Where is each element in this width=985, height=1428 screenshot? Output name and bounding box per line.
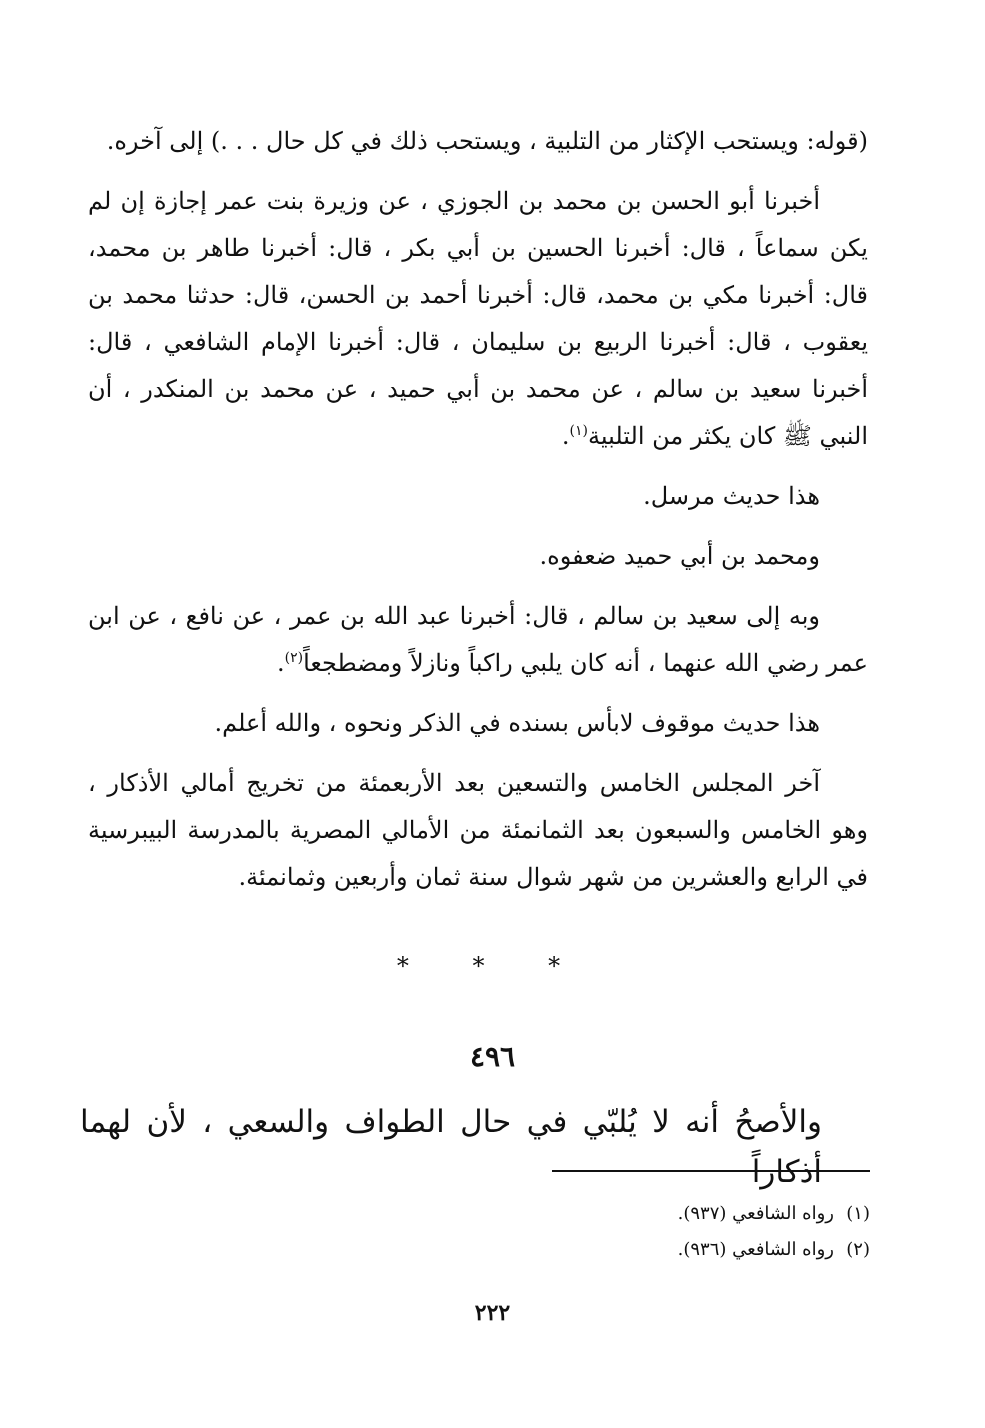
footnote-number: (١) [846,1203,870,1224]
paragraph-colophon [88,760,868,901]
section-number: ٤٩٦ [469,1040,516,1073]
paragraph-mursal [88,473,868,520]
paragraph-end: . [561,422,570,450]
footnote-1 [300,1196,870,1232]
paragraph-text: هذا حديث موقوف لابأس بسنده في الذكر ونحوه ، والله أعلم. [214,709,820,737]
paragraph-text: ومحمد بن أبي حميد ضعفوه. [539,542,820,570]
footnote-number: (٢) [846,1239,870,1260]
paragraph-end: . [276,649,285,677]
footnote-2 [300,1232,870,1268]
paragraph-intro [88,118,868,165]
footnote-marker: (٢) [284,650,304,666]
paragraph-isnad [88,178,868,460]
paragraph-daif [88,533,868,580]
body-text [88,118,868,914]
paragraph-ibn-umar [88,593,868,687]
footnote-text: رواه الشافعي (٩٣٧). [677,1203,834,1224]
paragraph-text: (قوله: ويستحب الإكثار من التلبية ، ويستحب ذلك في كل حال . . .) إلى آخره. [106,127,868,155]
section-separator: * * * [396,952,589,980]
paragraph-text: وبه إلى سعيد بن سالم ، قال: أخبرنا عبد الله بن عمر ، عن نافع ، عن ابن عمر رضي الله عنهما ، أنه كان يلبي راكباً ونازلاً ومضطجعاً [88,602,868,677]
footnote-marker: (١) [569,423,588,439]
paragraph-text: أخبرنا أبو الحسن بن محمد بن الجوزي ، عن وزيرة بنت عمر إجازة إن لم يكن سماعاً ، قال: أخبرنا الحسين بن أبي بكر ، قال: أخبرنا طاهر بن محمد، قال: أخبرنا مكي بن محمد، قال: أخبرنا أحمد بن الحسن، قال: حدثنا محمد بن يعقوب ، قال: أخبرنا الربيع بن سليمان ، قال: أخبرنا الإمام الشافعي ، قال: أخبرنا سعيد بن سالم ، عن محمد بن أبي حميد ، عن محمد بن المنكدر ، أن النبي ﷺ كان يكثر من التلبية [88,187,868,450]
paragraph-mawquf [88,700,868,747]
section-text: والأصحُ أنه لا يُلبّي في حال الطواف والسعي ، لأن لهما أذكاراً [80,1104,822,1190]
footnotes [300,1196,870,1268]
footnote-text: رواه الشافعي (٩٣٦). [677,1239,834,1260]
page-number: ٢٢٢ [474,1300,511,1326]
footnote-rule [552,1170,870,1172]
paragraph-text: آخر المجلس الخامس والتسعين بعد الأربعمئة من تخريج أمالي الأذكار ، وهو الخامس والسبعون بعد الثمانمئة من الأمالي المصرية بالمدرسة البيبرسية في الرابع والعشرين من شهر شوال سنة ثمان وأربعين وثمانمئة. [88,769,868,891]
paragraph-text: هذا حديث مرسل. [643,482,820,510]
